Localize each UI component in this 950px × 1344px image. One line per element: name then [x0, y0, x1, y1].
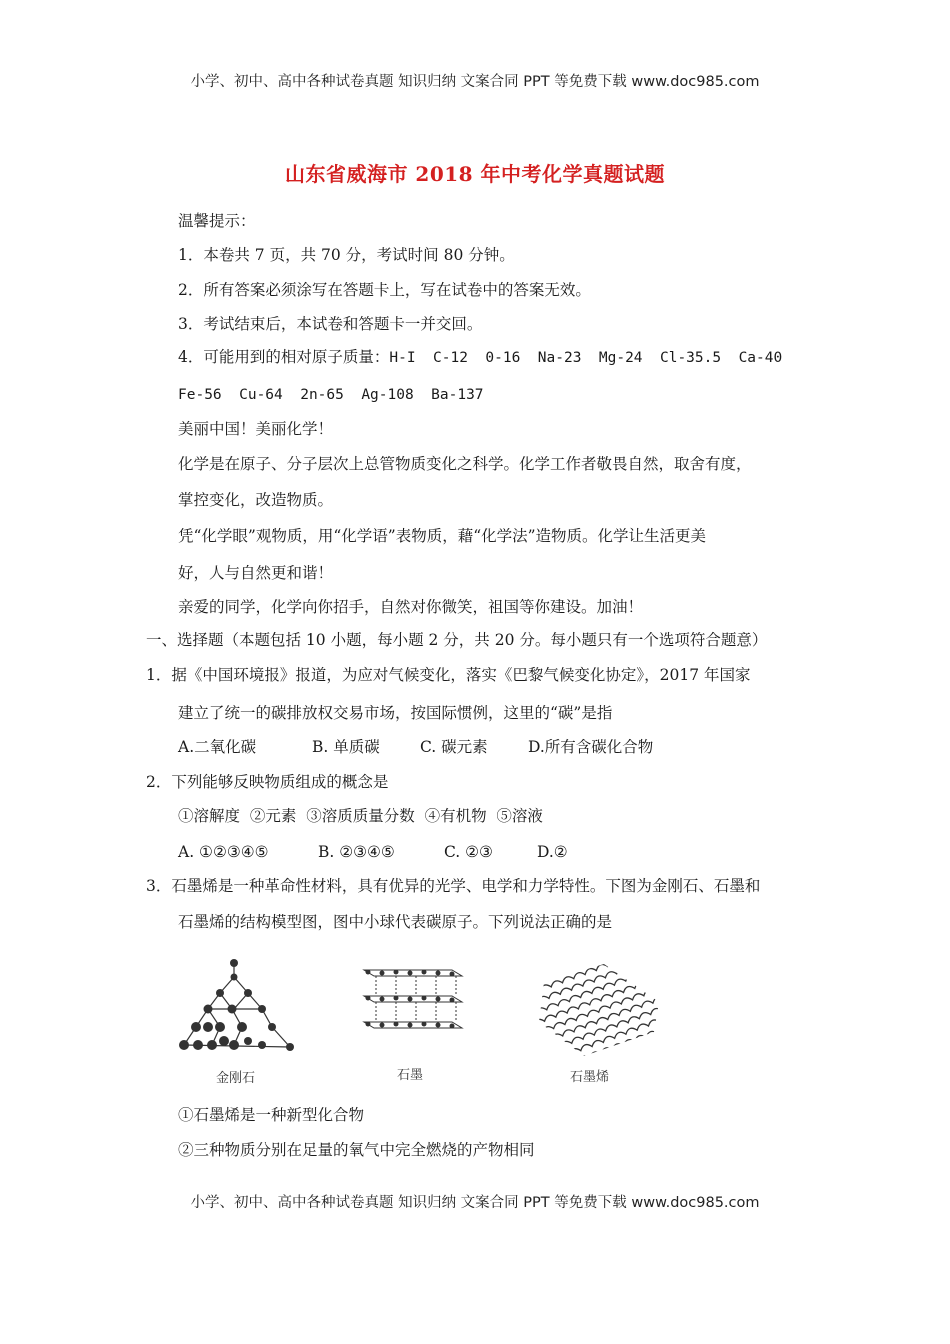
tip-item-3: 3．考试结束后，本试卷和答题卡一并交回。 [178, 315, 483, 333]
caption-graphene: 石墨烯 [570, 1070, 610, 1085]
q1-option-a: A.二氧化碳 [178, 738, 257, 756]
page-footer: 小学、初中、高中各种试卷真题 知识归纳 文案合同 PPT 等免费下载 www.doc985.com [190, 1195, 760, 1211]
intro-p2-line1: 凭“化学眼”观物质，用“化学语”表物质，藉“化学法”造物质。化学让生活更美 [178, 527, 707, 545]
page-header: 小学、初中、高中各种试卷真题 知识归纳 文案合同 PPT 等免费下载 www.doc985.com [190, 74, 760, 90]
intro-p3: 亲爱的同学，化学向你招手，自然对你微笑，祖国等你建设。加油！ [178, 598, 644, 616]
tip-item-2: 2．所有答案必须涂写在答题卡上，写在试卷中的答案无效。 [178, 281, 591, 299]
tip-item-4 [178, 347, 782, 368]
q3-stem-line1: 3．石墨烯是一种革命性材料，具有优异的光学、电学和力学特性。下图为金刚石、石墨和 [146, 877, 761, 895]
q2-option-b: B. ②③④⑤ [318, 843, 395, 861]
caption-diamond: 金刚石 [216, 1071, 256, 1086]
q1-stem-line1: 1．据《中国环境报》报道，为应对气候变化，落实《巴黎气候变化协定》，2017 年国家 [146, 666, 751, 684]
q3-statement-2: ②三种物质分别在足量的氧气中完全燃烧的产物相同 [178, 1141, 535, 1159]
q1-option-d: D.所有含碳化合物 [528, 738, 654, 756]
tip-item-4-prefix: 4．可能用到的相对原子质量： [178, 348, 390, 366]
atomic-masses-line1: H-I C-12 0-16 Na-23 Mg-24 Cl-35.5 Ca-40 [389, 350, 783, 366]
atomic-masses-line2: Fe-56 Cu-64 2n-65 Ag-108 Ba-137 [178, 387, 484, 403]
q3-statement-1: ①石墨烯是一种新型化合物 [178, 1106, 365, 1124]
page-title: 山东省威海市 2018 年中考化学真题试题 [284, 162, 666, 186]
tip-item-1: 1．本卷共 7 页，共 70 分，考试时间 80 分钟。 [178, 246, 515, 264]
q2-option-d: D.② [537, 843, 568, 861]
caption-graphite: 石墨 [397, 1068, 424, 1083]
intro-p2-line2: 好，人与自然更和谐！ [178, 564, 334, 582]
q1-option-c: C. 碳元素 [420, 738, 488, 756]
q2-option-a: A. ①②③④⑤ [178, 843, 269, 861]
tips-heading: 温馨提示： [178, 212, 256, 230]
graphite-structure-figure [356, 962, 468, 1048]
q1-option-b: B. 单质碳 [312, 738, 380, 756]
q1-stem-line2: 建立了统一的碳排放权交易市场，按国际惯例，这里的“碳”是指 [178, 704, 613, 722]
graphene-structure-figure [534, 962, 664, 1058]
q2-items: ①溶解度 ②元素 ③溶质质量分数 ④有机物 ⑤溶液 [178, 807, 543, 825]
q3-stem-line2: 石墨烯的结构模型图，图中小球代表碳原子。下列说法正确的是 [178, 913, 613, 931]
slogan: 美丽中国！美丽化学！ [178, 420, 334, 438]
section-1-heading: 一、选择题（本题包括 10 小题，每小题 2 分，共 20 分。每小题只有一个选项符合题意） [146, 631, 768, 649]
intro-p1-line1: 化学是在原子、分子层次上总管物质变化之科学。化学工作者敬畏自然，取舍有度， [178, 455, 752, 473]
q2-stem: 2．下列能够反映物质组成的概念是 [146, 773, 389, 791]
diamond-structure-figure [172, 955, 302, 1060]
q2-option-c: C. ②③ [444, 843, 493, 861]
intro-p1-line2: 掌控变化，改造物质。 [178, 491, 334, 509]
